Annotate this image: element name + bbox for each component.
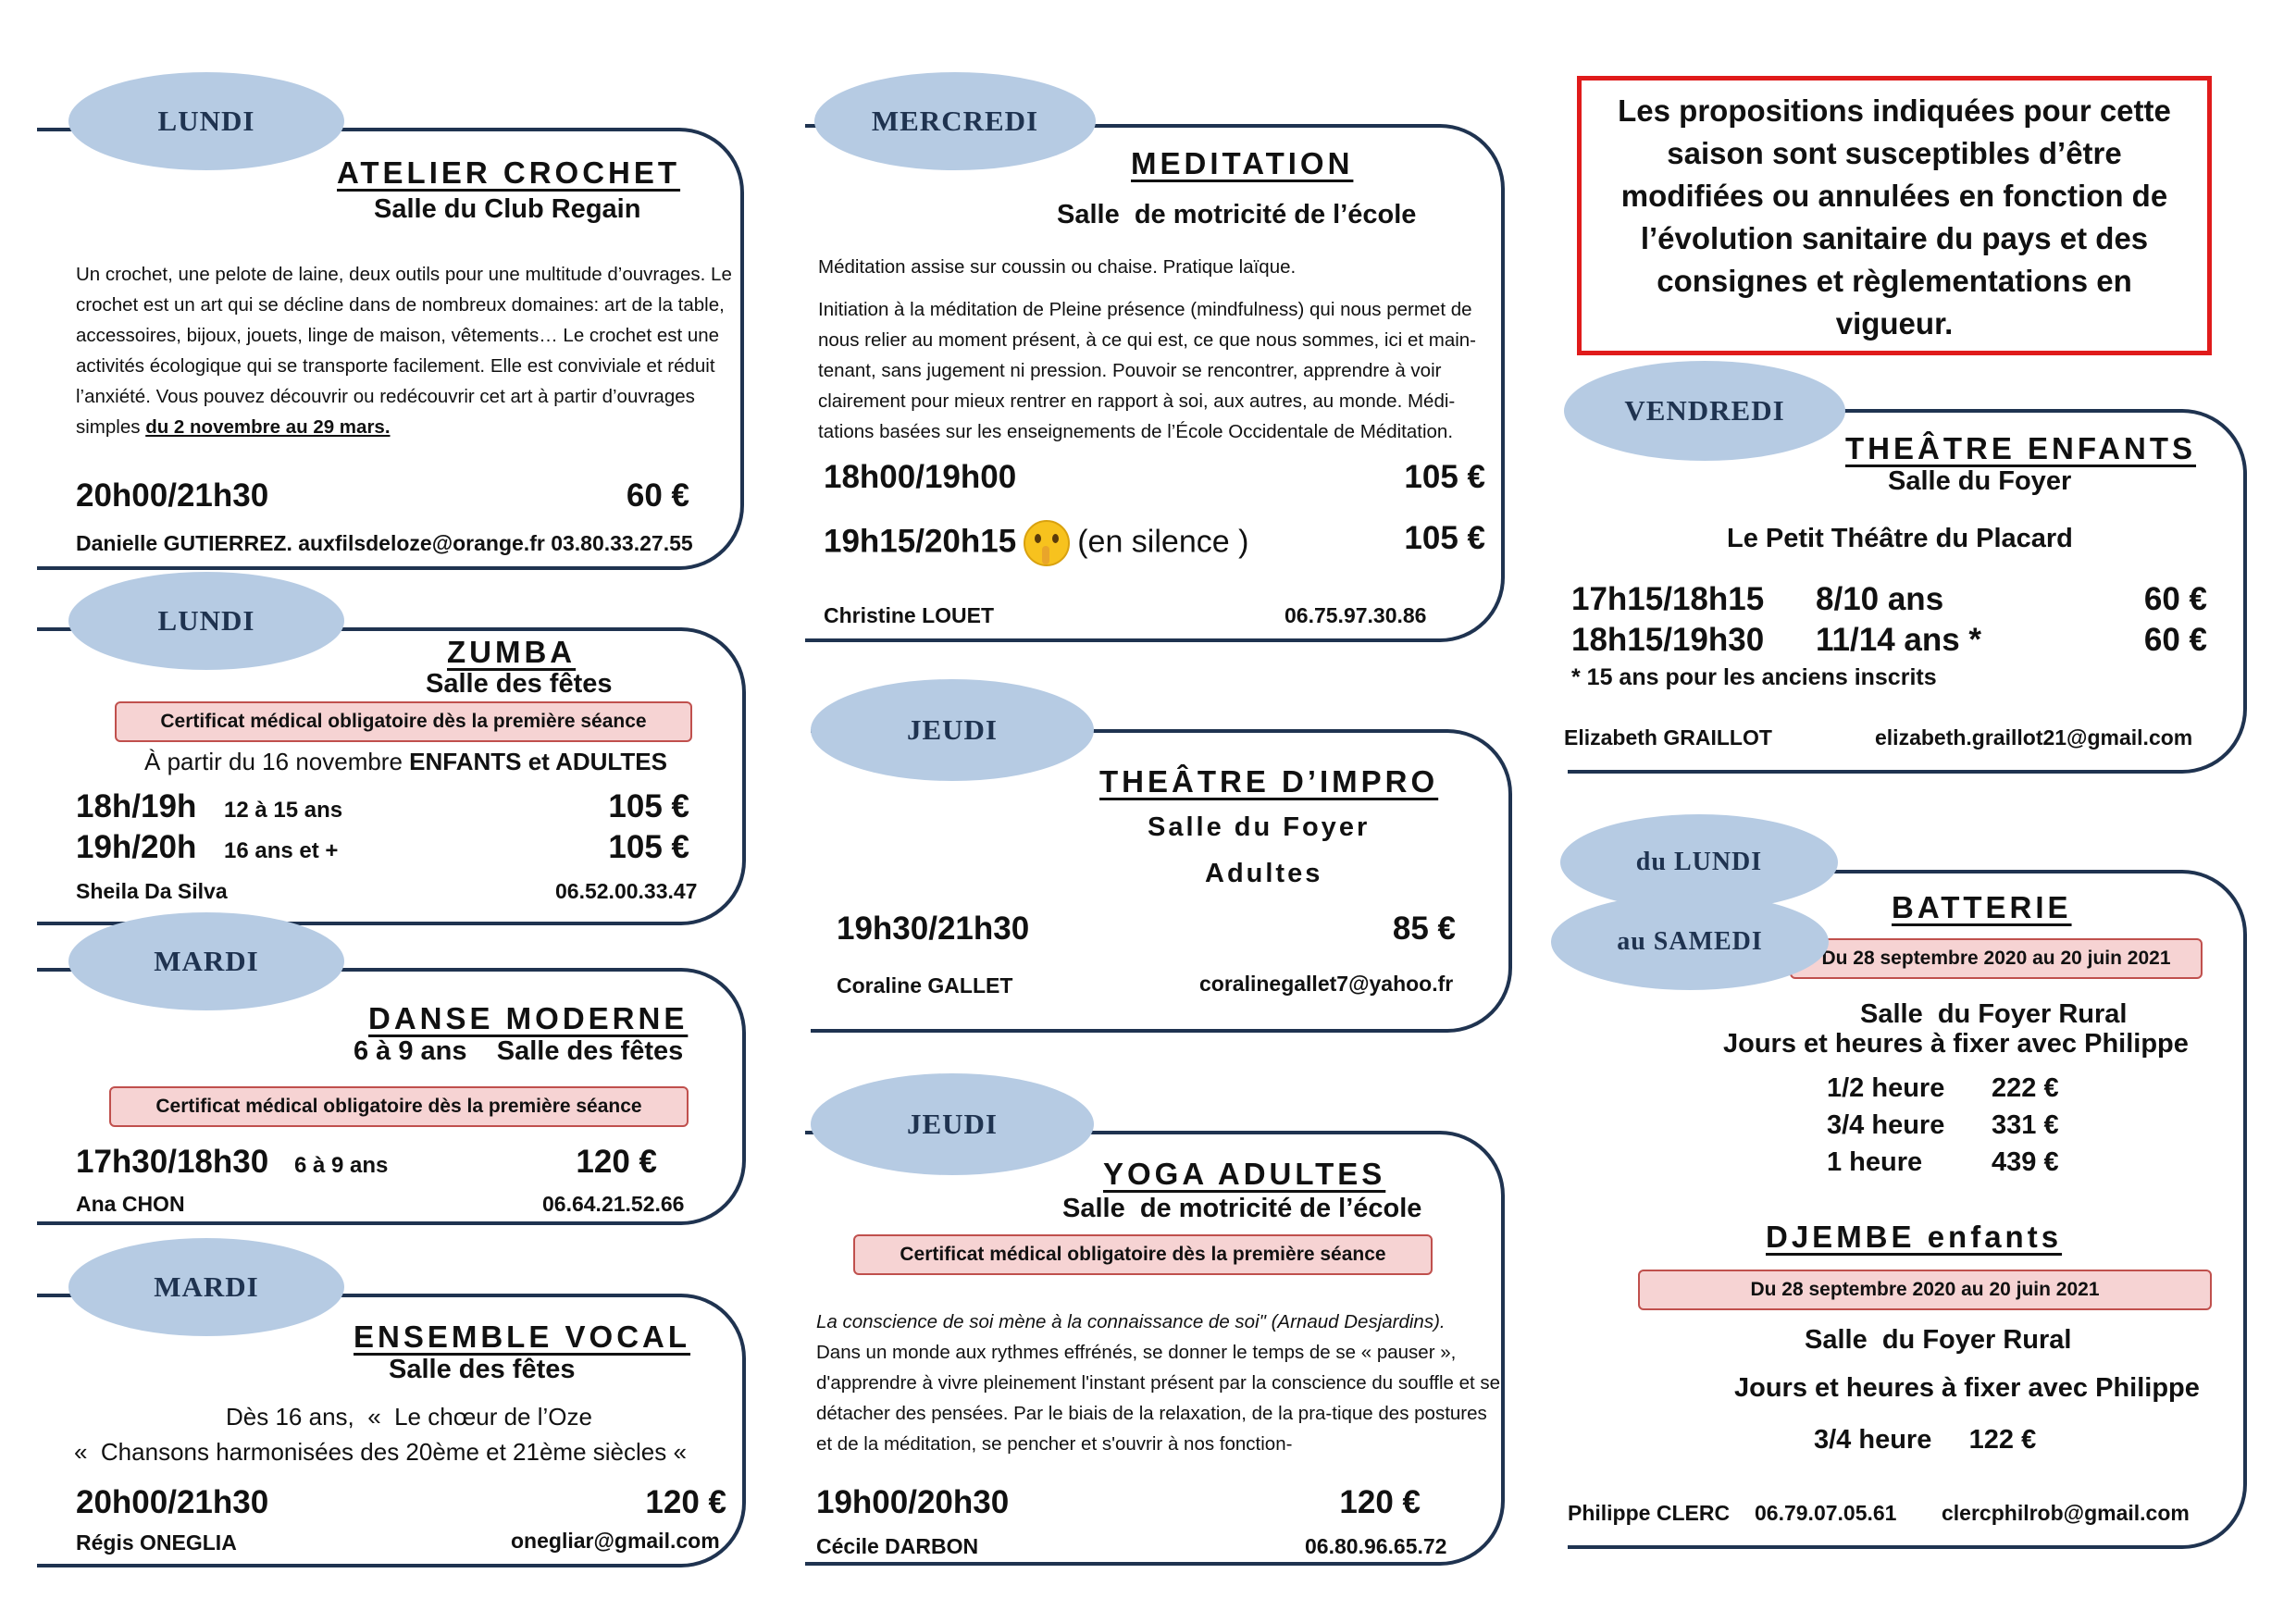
theatre-age-1: 8/10 ans — [1816, 581, 1944, 617]
vocal-title: ENSEMBLE VOCAL — [354, 1319, 691, 1354]
impro-contact-name: Coraline GALLET — [837, 973, 1013, 997]
theatre-time-1: 17h15/18h15 — [1571, 581, 1765, 617]
zumba-price-1: 105 € — [608, 788, 689, 824]
crochet-time: 20h00/21h30 — [76, 477, 269, 514]
medical-certificate-notice: Certificat médical obligatoire dès la première séance — [109, 1086, 689, 1127]
yoga-title: YOGA ADULTES — [1103, 1157, 1386, 1191]
medical-certificate-notice: Certificat médical obligatoire dès la première séance — [115, 701, 692, 742]
zumba-time-2: 19h/20h — [76, 829, 197, 865]
yoga-description: Dans un monde aux rythmes effrénés, se donner le temps de se « pauser », d'apprendre à vivre pleinement l'instant présent par la conscience du souffle et se détacher des pensées. Par le biais de la relaxation, de la pra-tique des postures et de la méditation, se pencher et s'ouvrir à nos fonction- — [816, 1342, 1501, 1455]
impro-title: THEÂTRE D’IMPRO — [1099, 764, 1439, 799]
vocal-line-2: « Chansons harmonisées des 20ème et 21ème siècles « — [74, 1438, 687, 1466]
danse-age: 6 à 9 ans — [294, 1153, 389, 1178]
danse-price: 120 € — [576, 1144, 657, 1180]
zumba-start-date: À partir du 16 novembre ENFANTS et ADULTES — [144, 748, 667, 775]
day-badge-au-samedi: au SAMEDI — [1551, 894, 1829, 990]
day-badge-lundi: LUNDI — [68, 72, 344, 170]
djembe-rate: 3/4 heure 122 € — [1814, 1425, 2037, 1455]
meditation-contact-name: Christine LOUET — [824, 603, 995, 627]
medical-certificate-notice: Certificat médical obligatoire dès la première séance — [853, 1234, 1433, 1275]
theatre-price-1: 60 € — [2143, 581, 2207, 617]
vocal-contact-name: Régis ONEGLIA — [76, 1530, 237, 1555]
health-notice: Les propositions indiquées pour cette saison sont susceptibles d’être modifiées ou annulées en fonction de l’évolution sanitaire du pays et des consignes et règlementations en vigueur. — [1577, 76, 2212, 355]
vocal-price: 120 € — [645, 1484, 726, 1520]
batterie-contact-phone: 06.79.07.05.61 — [1755, 1501, 1897, 1525]
meditation-contact-phone: 06.75.97.30.86 — [1285, 603, 1427, 627]
day-badge-jeudi: JEUDI — [811, 1073, 1094, 1175]
batterie-rate-price-3: 439 € — [1992, 1147, 2059, 1177]
zumba-contact-name: Sheila Da Silva — [76, 879, 228, 903]
batterie-contact-email: clercphilrob@gmail.com — [1942, 1501, 2190, 1525]
theatre-title: THEÂTRE ENFANTS — [1845, 431, 2197, 465]
vocal-time: 20h00/21h30 — [76, 1484, 269, 1520]
crochet-title: ATELIER CROCHET — [337, 155, 681, 190]
impro-audience: Adultes — [1205, 859, 1323, 888]
theatre-age-2: 11/14 ans * — [1816, 622, 1982, 658]
danse-venue: 6 à 9 ans Salle des fêtes — [354, 1036, 684, 1066]
theatre-time-2: 18h15/19h30 — [1571, 622, 1765, 658]
zumba-venue: Salle des fêtes — [426, 669, 613, 699]
impro-price: 85 € — [1392, 911, 1456, 947]
shushing-face-icon — [1024, 520, 1070, 566]
meditation-title: MEDITATION — [1131, 146, 1354, 180]
impro-time: 19h30/21h30 — [837, 911, 1030, 947]
zumba-price-2: 105 € — [608, 829, 689, 865]
danse-contact-name: Ana CHON — [76, 1192, 185, 1216]
batterie-rate-price-1: 222 € — [1992, 1073, 2059, 1103]
vocal-venue: Salle des fêtes — [389, 1355, 576, 1384]
vocal-line-1: Dès 16 ans, « Le chœur de l’Oze — [226, 1403, 592, 1431]
crochet-description: Un crochet, une pelote de laine, deux outils pour une multitude d’ouvrages. Le crochet est un art qui se décline dans de nombreux domaines: art de la table, accessoires, bijoux, jouets, linge de maison, vêtements… Le crochet est une activités écologique qui se transporte facilement. Elle est conviviale et réduit l’anxiété. Vous pouvez découvrir ou redécouvrir cet art à partir d’ouvrages simples du 2 novembre au 29 mars. — [76, 264, 732, 438]
impro-venue: Salle du Foyer — [1148, 812, 1371, 842]
day-badge-mercredi: MERCREDI — [814, 72, 1096, 170]
day-badge-du-lundi: du LUNDI — [1560, 814, 1838, 911]
zumba-age-2: 16 ans et + — [224, 838, 339, 863]
yoga-time: 19h00/20h30 — [816, 1484, 1010, 1520]
crochet-venue: Salle du Club Regain — [374, 194, 641, 224]
batterie-venue: Salle du Foyer Rural — [1860, 999, 2128, 1029]
crochet-contact: Danielle GUTIERREZ. auxfilsdeloze@orange.fr 03.80.33.27.55 — [76, 531, 693, 555]
djembe-hours: Jours et heures à fixer avec Philippe — [1734, 1373, 2200, 1403]
day-badge-mardi: MARDI — [68, 912, 344, 1010]
batterie-rate-duration-2: 3/4 heure — [1827, 1110, 1945, 1140]
zumba-contact-phone: 06.52.00.33.47 — [555, 879, 698, 903]
meditation-intro: Méditation assise sur coussin ou chaise. Pratique laïque. — [818, 256, 1297, 278]
danse-time: 17h30/18h30 — [76, 1144, 269, 1180]
zumba-time-1: 18h/19h — [76, 788, 197, 824]
zumba-age-1: 12 à 15 ans — [224, 798, 343, 823]
danse-title: DANSE MODERNE — [368, 1001, 689, 1035]
djembe-title: DJEMBE enfants — [1766, 1220, 2063, 1254]
zumba-title: ZUMBA — [447, 635, 577, 669]
theatre-contact-email: elizabeth.graillot21@gmail.com — [1875, 725, 2193, 750]
meditation-price-1: 105 € — [1404, 459, 1485, 495]
meditation-venue: Salle de motricité de l’école — [1057, 200, 1417, 229]
theatre-footnote: * 15 ans pour les anciens inscrits — [1571, 664, 1937, 690]
batterie-contact-name: Philippe CLERC — [1568, 1501, 1731, 1525]
meditation-time-1: 18h00/19h00 — [824, 459, 1017, 495]
meditation-time-2: 19h15/20h15 (en silence ) — [824, 520, 1248, 566]
crochet-price: 60 € — [626, 477, 689, 514]
batterie-period: Du 28 septembre 2020 au 20 juin 2021 — [1790, 938, 2203, 979]
batterie-rate-duration-1: 1/2 heure — [1827, 1073, 1945, 1103]
day-badge-vendredi: VENDREDI — [1564, 361, 1845, 461]
theatre-price-2: 60 € — [2143, 622, 2207, 658]
djembe-venue: Salle du Foyer Rural — [1805, 1325, 2072, 1355]
yoga-contact-name: Cécile DARBON — [816, 1534, 979, 1558]
batterie-hours: Jours et heures à fixer avec Philippe — [1723, 1029, 2189, 1059]
meditation-silence-note: (en silence ) — [1077, 524, 1249, 560]
theatre-venue: Salle du Foyer — [1888, 466, 2072, 496]
day-badge-mardi: MARDI — [68, 1238, 344, 1336]
theatre-contact-name: Elizabeth GRAILLOT — [1564, 725, 1772, 750]
vocal-contact-email: onegliar@gmail.com — [511, 1529, 720, 1553]
day-badge-jeudi: JEUDI — [811, 679, 1094, 781]
yoga-venue: Salle de motricité de l’école — [1062, 1194, 1422, 1223]
day-badge-lundi: LUNDI — [68, 572, 344, 670]
danse-contact-phone: 06.64.21.52.66 — [542, 1192, 685, 1216]
djembe-period: Du 28 septembre 2020 au 20 juin 2021 — [1638, 1270, 2212, 1310]
batterie-title: BATTERIE — [1892, 890, 2072, 924]
batterie-rate-duration-3: 1 heure — [1827, 1147, 1923, 1177]
theatre-troupe: Le Petit Théâtre du Placard — [1727, 524, 2073, 553]
crochet-dates: du 2 novembre au 29 mars. — [145, 416, 391, 438]
meditation-description: Initiation à la méditation de Pleine présence (mindfulness) qui nous permet de nous relier au moment présent, à ce qui est, ce que nous sommes, ici et main-tenant, sans jugement ni pression. Pouvoir se rencontrer, apprendre à voir clairement pour mieux rentrer en rapport à soi, aux autres, au monde. Médi-tations basées sur les enseignements de l’École Occidentale de Méditation. — [818, 299, 1477, 442]
batterie-rate-price-2: 331 € — [1992, 1110, 2059, 1140]
yoga-contact-phone: 06.80.96.65.72 — [1305, 1534, 1447, 1558]
yoga-price: 120 € — [1339, 1484, 1421, 1520]
impro-contact-email: coralinegallet7@yahoo.fr — [1199, 972, 1454, 996]
meditation-price-2: 105 € — [1404, 520, 1485, 556]
yoga-quote: La conscience de soi mène à la connaissance de soi" (Arnaud Desjardins). — [816, 1311, 1446, 1332]
